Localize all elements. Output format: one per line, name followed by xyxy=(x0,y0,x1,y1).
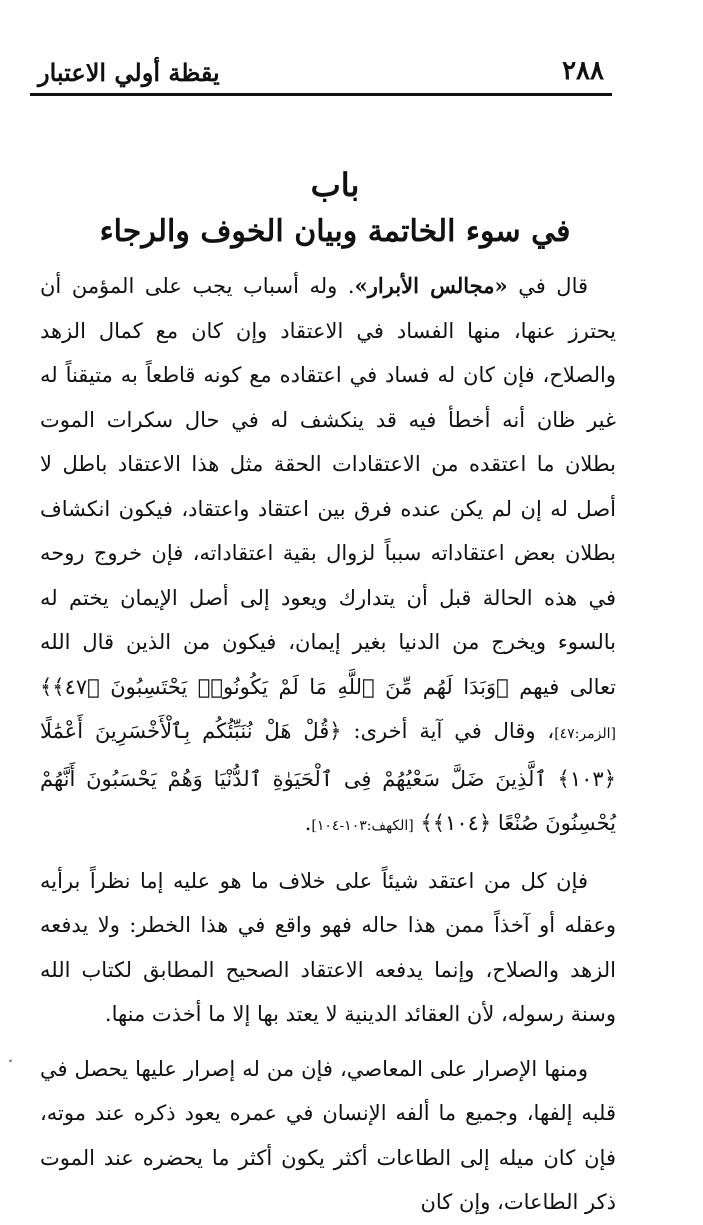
page-number: ٢٨٨ xyxy=(562,56,604,86)
paragraph-1 xyxy=(40,264,616,849)
header-rule xyxy=(30,93,612,96)
verse-reference-zumar: [الزمر:٤٧] xyxy=(554,726,616,742)
quran-verse-zumar: ﴿وَبَدَا لَهُم مِّنَ ٱللَّهِ مَا لَمْ يَكُونُوا۟ يَحْتَسِبُونَ ﴿٤٧﴾﴾ xyxy=(40,674,509,699)
quran-verse-kahf: ﴿قُلْ هَلْ نُنَبِّئُكُم بِٱلْأَخْسَرِينَ أَعْمَٰلًا ﴿١٠٣﴾ ٱلَّذِينَ ضَلَّ سَعْيُهُمْ فِى ٱلْحَيَوٰةِ ٱلدُّنْيَا وَهُمْ يَحْسَبُونَ أَنَّهُمْ يُحْسِنُونَ صُنْعًا ﴿١٠٤﴾﴾ xyxy=(40,719,616,835)
book-title: «مجالس الأبرار» xyxy=(354,273,508,298)
paragraph-2: فإن كل من اعتقد شيئاً على خلاف ما هو عليه إما نظراً برأيه وعقله أو آخذاً ممن هذا حاله فهو واقع في هذا الخطر: ولا يدفعه الزهد والصلاح، وإنما يدفعه الاعتقاد الصحيح المطابق لكتاب الله وسنة رسوله، لأن العقائد الدينية لا يعتد بها إلا ما أخذت منها. xyxy=(40,868,616,1026)
paragraph-1-body: . وله أسباب يجب على المؤمن أن يحترز عنها، منها الفساد في الاعتقاد وإن كان مع كمال الزهد والصلاح، فإن كان له فساد في اعتقاده مع كونه قاطعاً به متيقناً له غير ظان أنه أخطأ فيه قد ينكشف له في حال سكرات الموت بطلان ما اعتقده من الاعتقادات الحقة مثل هذا الاعتقاد باطل لا أصل له إن لم يكن عنده فرق بين اعتقاد واعتقاد، فيكون انكشاف بطلان بعض اعتقاداته سبباً لزوال بقية اعتقاداته، فإن خروج روحه في هذه الحالة قبل أن يتدارك ويعود إلى أصل الإيمان يختم له بالسوء ويخرج من الدنيا بغير إيمان، فيكون من الذين قال الله تعالى فيهم xyxy=(40,274,616,699)
running-title: يقظة أولي الاعتبار xyxy=(38,58,220,87)
paragraph-3: ومنها الإصرار على المعاصي، فإن من له إصرار عليها يحصل في قلبه إلفها، وجميع ما ألفه الإنسان في عمره يعود ذكره عند موته، فإن كان ميله إلى الطاعات أكثر يكون أكثر ما يحضره عند الموت ذكر الطاعات، وإن كان xyxy=(40,1056,616,1214)
chapter-title: في سوء الخاتمة وبيان الخوف والرجاء xyxy=(99,214,571,249)
chapter-label: باب xyxy=(310,166,360,204)
body-text xyxy=(40,264,616,1225)
running-header xyxy=(30,52,612,96)
verse-reference-kahf: [الكهف:١٠٣-١٠٤] xyxy=(311,818,414,834)
paragraph-1-bridge: ، وقال في آية أخرى: xyxy=(341,719,555,743)
paragraph-1-intro: قال في xyxy=(507,274,589,298)
paragraph-1-end: . xyxy=(304,811,312,835)
